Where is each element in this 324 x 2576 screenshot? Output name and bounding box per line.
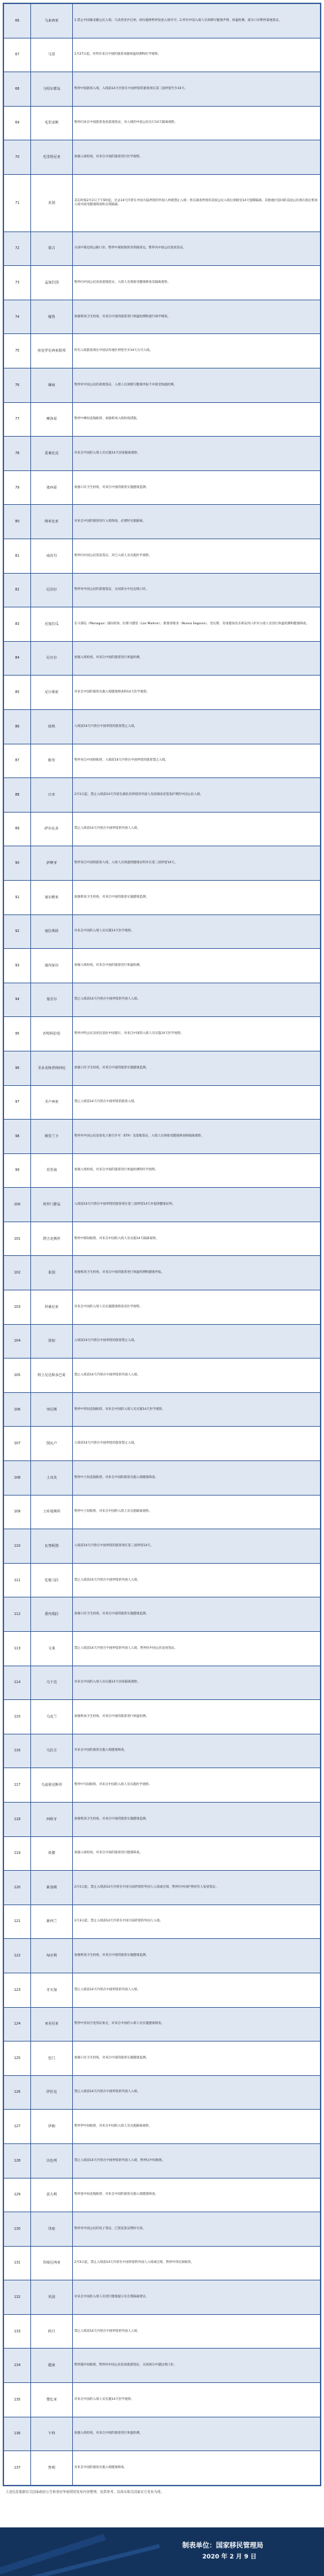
table-row [4, 1290, 321, 1325]
table-row [4, 1904, 321, 1939]
measure-detail: 加强机场卫生检疫，对来自中国的旅客进行体温检测和流行病学调查。 [73, 300, 321, 334]
country-name: 意大利 [31, 2178, 73, 2212]
measure-detail: 2月1日起，禁止入境前14天内曾在湖北省停留的外国人及持湖北省签发护照的中国公民入境。 [73, 778, 321, 813]
measure-detail: 加强口岸卫生检疫，对来自中国的旅客实施健康监测。 [73, 470, 321, 505]
country-name: 缅甸 [31, 368, 73, 403]
row-number: 131 [4, 2246, 31, 2280]
table-row [4, 676, 321, 710]
country-name: 密克罗尼西亚联邦 [31, 334, 73, 368]
row-number: 94 [4, 983, 31, 1017]
measure-detail: 禁止入境前14天内曾在中国停留的外国人入境。 [73, 1973, 321, 2007]
measure-detail: 入境前14天内曾在中国停留的旅客须在第三国停留14天。 [73, 1529, 321, 1564]
row-number: 72 [4, 231, 31, 266]
table-row [4, 744, 321, 778]
measure-detail: 加强口岸卫生检疫，对来自中国的旅客实施健康监测。 [73, 1051, 321, 1085]
country-name: 南苏丹 [31, 539, 73, 574]
measure-detail: 暂停向中国公民签发签证，对已入境人员实施医学观察。 [73, 539, 321, 574]
measure-detail: 暂停沙特公民及居民前往中国旅行，对来自中国的入境人员实施14天医学观察。 [73, 1017, 321, 1051]
table-row [4, 1085, 321, 1120]
table-row [4, 539, 321, 574]
country-name: 摩洛哥 [31, 402, 73, 437]
table-row [4, 1392, 321, 1427]
measure-detail: 暂停对中国公民的落地签证，关闭部分中尼边境口岸。 [73, 573, 321, 607]
measure-detail: 2月1日起，禁止入境前14天内曾在中国大陆停留的外国人入境或过境，暂停向中国护照持有人发放签证。 [73, 1871, 321, 1905]
measure-detail: 加强入境检疫，对来自中国的旅客进行健康筛查。 [73, 1836, 321, 1871]
row-number: 128 [4, 2143, 31, 2178]
row-number: 80 [4, 505, 31, 539]
country-name: 坦桑尼亚 [31, 1290, 73, 1325]
table-row [4, 812, 321, 846]
row-number: 103 [4, 1290, 31, 1325]
country-name: 文莱 [31, 1632, 73, 1666]
row-number: 112 [4, 1597, 31, 1632]
table-row [4, 846, 321, 881]
country-name: 塞拉利昂 [31, 914, 73, 949]
table-row [4, 2383, 321, 2417]
table-row [4, 1256, 321, 1290]
measure-detail: 禁止入境前14天内曾在中国停留的外国人入境。 [73, 2314, 321, 2349]
table-row [4, 1461, 321, 1496]
country-name: 乌克兰 [31, 1700, 73, 1734]
country-name: 新西兰 [31, 1904, 73, 1939]
table-row [4, 778, 321, 813]
measure-detail: 加强入境检疫，对来自中国的旅客进行体温检测。 [73, 641, 321, 676]
measure-detail: 入境前14天内曾在中国停留的旅客须在第三国停留14天并提供健康证明。 [73, 1188, 321, 1222]
country-name: 越南 [31, 2349, 73, 2383]
row-number: 135 [4, 2383, 31, 2417]
row-number: 92 [4, 914, 31, 949]
country-name: 尼日尔 [31, 641, 73, 676]
table-row [4, 72, 321, 107]
table-row [4, 505, 321, 539]
row-number: 117 [4, 1768, 31, 1803]
country-name: 尼泊尔 [31, 573, 73, 607]
measure-detail: 加强机场卫生检疫，对来自中国的旅客实施健康监测。 [73, 1802, 321, 1836]
country-name: 秘鲁 [31, 300, 73, 334]
measure-detail: 暂停中国旅客入境，入境前14天内曾在中国停留的旅客须在第三国停留至少14天。 [73, 72, 321, 107]
issue-date: 2020 年 2 月 9 日 [202, 2554, 256, 2560]
table-row [4, 140, 321, 175]
measure-detail: 加强入境检疫，对来自中国的旅客进行体温检测。 [73, 2417, 321, 2451]
row-number: 102 [4, 1256, 31, 1290]
row-number: 134 [4, 2349, 31, 2383]
country-name: 印度 [31, 2212, 73, 2247]
row-number: 77 [4, 402, 31, 437]
table-row [4, 1153, 321, 1188]
row-number: 133 [4, 2314, 31, 2349]
country-name: 莫桑比克 [31, 437, 73, 471]
table-row [4, 174, 321, 231]
measure-detail: 对来自中国的入境人员实施14天居家隔离观察。 [73, 437, 321, 471]
row-number: 121 [4, 1904, 31, 1939]
measure-detail: 暂停向来自中国旅客发放落地签证，对入境的中国公民实行14天隔离观察。 [73, 106, 321, 140]
country-name: 以色列 [31, 2143, 73, 2178]
country-name: 图瓦卢 [31, 1427, 73, 1461]
row-number: 120 [4, 1871, 31, 1905]
row-number: 100 [4, 1188, 31, 1222]
row-number: 95 [4, 1017, 31, 1051]
row-number: 90 [4, 846, 31, 881]
measure-detail: 对来自中国的入境人员实施14天医学观察。 [73, 914, 321, 949]
table-row [4, 1563, 321, 1597]
country-name: 新加坡 [31, 1871, 73, 1905]
table-row [4, 1802, 321, 1836]
table-row [4, 300, 321, 334]
measure-detail: 在马那瓜（Managua）国际机场、拉斯马德里（Las Madres）、新塞哥维亚（Nueva Segovia）、里瓦斯、奇南德加及圣胡安河口岸对入境人员进行体温检测和健康筛查。 [73, 607, 321, 642]
measure-detail: 禁止入境前14天内曾在中国停留的外国人入境。 [73, 812, 321, 846]
table-row [4, 2212, 321, 2247]
table-row [4, 4, 321, 38]
table-row [4, 1973, 321, 2007]
measure-detail: 暂停对中国公民的落地签证，入境人员须填写健康申报卡并接受体温检测。 [73, 368, 321, 403]
country-name: 马来西亚 [31, 4, 73, 38]
measure-detail: 暂停中亚间互免签证协定，对来自中国的入境人员实施健康筛查。 [73, 2007, 321, 2041]
measure-detail: 暂停中乌间航班，对来自中国的入境人员实施医学观察。 [73, 1768, 321, 1803]
country-name: 帕劳 [31, 744, 73, 778]
table-row [4, 1222, 321, 1256]
country-name: 塞尔维亚 [31, 880, 73, 914]
country-name: 尼日利亚 [31, 676, 73, 710]
country-name: 苏里南 [31, 1153, 73, 1188]
table-row [4, 38, 321, 72]
table-row [4, 983, 321, 1017]
row-number: 78 [4, 437, 31, 471]
row-number: 91 [4, 880, 31, 914]
measure-detail: 对来自中国的旅客进行入境筛查，必要时实施隔离。 [73, 505, 321, 539]
table-row [4, 2143, 321, 2178]
measure-detail: 对来自中国的旅客实施入境健康筛查。 [73, 1734, 321, 1768]
country-name: 瓦努阿图 [31, 1529, 73, 1564]
row-number: 73 [4, 266, 31, 300]
row-number: 75 [4, 334, 31, 368]
country-name: 纳米比亚 [31, 505, 73, 539]
measure-detail: 加强入境检疫，对来自中国的旅客进行体温检测。 [73, 949, 321, 983]
measure-detail: 对来自中国的入境人员实施14天医学观察。 [73, 2383, 321, 2417]
country-name: 马里 [31, 38, 73, 72]
country-name: 赞比亚 [31, 2383, 73, 2417]
measure-detail: 禁止入境前14天内曾在中国停留的外国人入境，暂停向中国公民发放签证。 [73, 1632, 321, 1666]
measure-detail: 暂停越中间航班，暂停向中国公民发放旅游签证，关闭部分中越边境口岸。 [73, 2349, 321, 2383]
row-number: 118 [4, 1802, 31, 1836]
country-name: 塞舌尔 [31, 983, 73, 1017]
footer-banner [0, 2527, 324, 2576]
measure-detail: 禁止入境前14天内曾在中国停留的外国人入境。 [73, 983, 321, 1017]
row-number: 123 [4, 1973, 31, 2007]
table-row [4, 266, 321, 300]
table-row [4, 2178, 321, 2212]
country-name: 乍得 [31, 2417, 73, 2451]
measure-detail: 暂停中土间航班，对来自中国的入境人员实施隔离观察。 [73, 1495, 321, 1529]
measure-detail: 加强机场卫生检疫，对来自中国的旅客实施健康监测。 [73, 880, 321, 914]
country-name: 约旦 [31, 2314, 73, 2349]
row-number: 76 [4, 368, 31, 403]
row-number: 67 [4, 38, 31, 72]
measure-detail: 加强口岸卫生检疫，对来自中国的旅客实施健康监测。 [73, 1597, 321, 1632]
country-measures-table [3, 3, 321, 2486]
row-number: 132 [4, 2280, 31, 2315]
measure-detail: 加强入境检疫，对来自中国的旅客进行体温检测和医学观察。 [73, 1153, 321, 1188]
row-number: 122 [4, 1939, 31, 1973]
measures-table-container [3, 3, 321, 2486]
country-name: 毛里求斯 [31, 106, 73, 140]
table-row [4, 880, 321, 914]
row-number: 83 [4, 607, 31, 642]
footnote: 上述信息根据有关国家政府公告和各驻华使领馆发布内容整理，仅供参考。具体以相关国家官方发布为准。 [5, 2490, 165, 2494]
table-row [4, 106, 321, 140]
table-row [4, 709, 321, 744]
country-name: 土库曼斯坦 [31, 1495, 73, 1529]
row-number: 88 [4, 778, 31, 813]
row-number: 109 [4, 1495, 31, 1529]
row-number: 130 [4, 2212, 31, 2247]
row-number: 98 [4, 1120, 31, 1154]
table-row [4, 2314, 321, 2349]
row-number: 87 [4, 744, 31, 778]
row-number: 79 [4, 470, 31, 505]
row-number: 105 [4, 1359, 31, 1393]
measure-detail: 暂停对中国公民发放电子旅行许可（ETA）及落地签证，入境人员须接受健康筛查和隔离观察。 [73, 1120, 321, 1154]
row-number: 111 [4, 1563, 31, 1597]
issuing-organization: 制表单位：国家移民管理局 [182, 2542, 263, 2550]
row-number: 119 [4, 1836, 31, 1871]
table-row [4, 1734, 321, 1768]
country-name: 土耳其 [31, 1461, 73, 1496]
country-name: 所罗门群岛 [31, 1188, 73, 1222]
row-number: 125 [4, 2041, 31, 2076]
row-number: 126 [4, 2075, 31, 2110]
measure-detail: 加强入境检疫，对来自中国的旅客进行医学观察。 [73, 140, 321, 175]
row-number: 74 [4, 300, 31, 334]
table-row [4, 2246, 321, 2280]
table-row [4, 1768, 321, 1803]
row-number: 82 [4, 573, 31, 607]
measure-detail: 2月5日起，禁止入境前14天内曾在中国停留的外国人入境或过境，暂停中印尼间航班。 [73, 2246, 321, 2280]
measure-detail: 暂停中土间直航航班，对来自中国的旅客实施入境健康筛查。 [73, 1461, 321, 1496]
row-number: 114 [4, 1666, 31, 1700]
row-number: 129 [4, 2178, 31, 2212]
row-number: 84 [4, 641, 31, 676]
table-row [4, 1666, 321, 1700]
row-number: 137 [4, 2451, 31, 2486]
table-row [4, 641, 321, 676]
table-row [4, 2349, 321, 2383]
measure-detail: 所有入境旅客须在中国以外地区停留至少14天方可入境。 [73, 334, 321, 368]
country-name: 牙买加 [31, 1973, 73, 2007]
row-number: 69 [4, 106, 31, 140]
row-number: 99 [4, 1153, 31, 1188]
measure-detail: 加强机场卫生检疫，对来自中国的旅客进行体温检测和健康申报。 [73, 1256, 321, 1290]
country-name: 塔吉克斯坦 [31, 1222, 73, 1256]
measure-detail: 对来自中国的旅客实施入境健康筛查。 [73, 2451, 321, 2486]
table-row [4, 231, 321, 266]
country-name: 塞内加尔 [31, 949, 73, 983]
table-row [4, 2280, 321, 2315]
table-row [4, 1871, 321, 1905]
row-number: 96 [4, 1051, 31, 1085]
country-name: 也门 [31, 2041, 73, 2076]
measure-detail: 入境前14天内曾在中国停留的旅客禁止入境。 [73, 1324, 321, 1359]
country-name: 汤加 [31, 1324, 73, 1359]
country-name: 斯里兰卡 [31, 1120, 73, 1154]
measure-detail: 暂停来自中国的旅客入境，入境人员须提供健康证明并在第三国停留14天。 [73, 846, 321, 881]
measure-detail: 入境前14天内曾在中国停留的旅客禁止入境。 [73, 1427, 321, 1461]
table-row [4, 1632, 321, 1666]
measure-detail: 对来自中国的入境人员实施健康筛查及医学观察。 [73, 1290, 321, 1325]
table-row [4, 368, 321, 403]
country-name: 圣多美和普林西比 [31, 1051, 73, 1085]
country-name: 西班牙 [31, 1802, 73, 1836]
measure-detail: 禁止入境前14天内曾在中国停留的外国人入境，暂停以中间航班。 [73, 2143, 321, 2178]
row-number: 127 [4, 2110, 31, 2144]
measure-detail: 加强口岸卫生检疫，对来自中国的旅客实施健康监测。 [73, 2041, 321, 2076]
table-row [4, 1529, 321, 1564]
measure-detail: 关闭中蒙边境公路口岸，暂停中蒙间航班及铁路客运，暂停向中国公民发放签证。 [73, 231, 321, 266]
country-name: 印度尼西亚 [31, 2246, 73, 2280]
measure-detail: 1月27日起，对所有来自中国的旅客加强体温检测和医学观察。 [73, 38, 321, 72]
row-number: 136 [4, 2417, 31, 2451]
country-name: 乌兹别克斯坦 [31, 1768, 73, 1803]
measure-detail: 美东时间2月2日下午5时起，过去14天内曾在中国大陆停留的外国人将被禁止入境；曾在湖北停留的美国公民入境后须接受14天强制隔离，其他地区返回的美国公民须在指定机场入境并接受健康筛查和自我隔离。 [73, 174, 321, 231]
table-row [4, 949, 321, 983]
row-number: 124 [4, 2007, 31, 2041]
country-name: 智利 [31, 2451, 73, 2486]
row-number: 68 [4, 72, 31, 107]
measure-detail: 暂停意中间直航航班，对来自中国的旅客实施入境健康筛查。 [73, 2178, 321, 2212]
table-row [4, 2417, 321, 2451]
country-name: 伊朗 [31, 2110, 73, 2144]
country-name: 突尼斯 [31, 1392, 73, 1427]
measure-detail: 对来自中国的入境人员进行健康提示及自我隔离建议。 [73, 2280, 321, 2315]
country-name: 美国 [31, 174, 73, 231]
row-number: 93 [4, 949, 31, 983]
country-name: 英国 [31, 2280, 73, 2315]
measure-detail: 暂停中摩间直航航班，加强机场入境检疫措施。 [73, 402, 321, 437]
table-row [4, 1427, 321, 1461]
country-name: 蒙古 [31, 231, 73, 266]
row-number: 116 [4, 1734, 31, 1768]
table-row [4, 2041, 321, 2076]
table-row [4, 2451, 321, 2486]
table-row [4, 1700, 321, 1734]
table-row [4, 470, 321, 505]
measure-detail: 暂停对中国公民的电子签证，已签发签证暂时失效。 [73, 2212, 321, 2247]
row-number: 104 [4, 1324, 31, 1359]
measure-detail: 暂停来自中国的航班，入境前14天内曾在中国停留的旅客禁止入境。 [73, 744, 321, 778]
measure-detail: 暂停向中国公民发放落地签证，入境人员须接受健康筛查及隔离观察。 [73, 266, 321, 300]
measure-detail: 对来自中国的旅客实施入境健康筛查和14天医学观察。 [73, 676, 321, 710]
measure-detail: 禁止入境前14天内曾在中国停留的外国人入境。 [73, 1359, 321, 1393]
row-number: 107 [4, 1427, 31, 1461]
measure-detail: 加强机场卫生检疫，对来自中国的旅客进行体温检测。 [73, 1700, 321, 1734]
table-row [4, 1051, 321, 1085]
table-row [4, 402, 321, 437]
row-number: 70 [4, 140, 31, 175]
table-row [4, 334, 321, 368]
table-row [4, 437, 321, 471]
row-number: 97 [4, 1085, 31, 1120]
row-number: 85 [4, 676, 31, 710]
table-row [4, 2110, 321, 2144]
table-row [4, 607, 321, 642]
measure-detail: 禁止入境前14天内曾在中国停留的旅客入境。 [73, 1085, 321, 1120]
country-name: 沙特阿拉伯 [31, 1017, 73, 1051]
country-name: 孟加拉国 [31, 266, 73, 300]
country-name: 纽埃 [31, 709, 73, 744]
country-name: 马绍尔群岛 [31, 72, 73, 107]
measure-detail: 暂停中突间直航航班，对来自中国的入境人员实施14天医学观察。 [73, 1392, 321, 1427]
table-row [4, 914, 321, 949]
measure-detail: 1.禁止中国湖北籍公民入境。马来西亚沙巴州、砂拉越州暂停发放入境许可；2.所有中国入境人员须填写健康声明，体温检测，部分口岸暂停落地签证。 [73, 4, 321, 38]
row-number: 89 [4, 812, 31, 846]
table-row [4, 1495, 321, 1529]
row-number: 110 [4, 1529, 31, 1564]
measure-detail: 暂停伊中间航班，对来自中国的入境人员实施隔离观察。 [73, 2110, 321, 2144]
row-number: 101 [4, 1222, 31, 1256]
country-name: 萨摩亚 [31, 846, 73, 881]
table-row [4, 1597, 321, 1632]
table-row [4, 1324, 321, 1359]
country-name: 委内瑞拉 [31, 1597, 73, 1632]
measure-detail: 加强机场卫生检疫，对来自中国的旅客实施健康监测。 [73, 1939, 321, 1973]
table-row [4, 1120, 321, 1154]
measure-detail: 入境前14天内曾在中国停留的旅客禁止入境。 [73, 709, 321, 744]
country-name: 尼加拉瓜 [31, 607, 73, 642]
country-name: 伊拉克 [31, 2075, 73, 2110]
row-number: 115 [4, 1700, 31, 1734]
country-name: 危地马拉 [31, 1563, 73, 1597]
country-name: 希腊 [31, 1836, 73, 1871]
country-name: 圣卢西亚 [31, 1085, 73, 1120]
table-row [4, 2007, 321, 2041]
row-number: 106 [4, 1392, 31, 1427]
table-row [4, 1188, 321, 1222]
country-name: 乌拉圭 [31, 1734, 73, 1768]
measure-detail: 2月3日起，禁止入境前14天内曾在中国大陆停留的外国人入境。 [73, 1904, 321, 1939]
table-row [4, 2075, 321, 2110]
row-number: 108 [4, 1461, 31, 1496]
table-row [4, 1017, 321, 1051]
country-name: 乌干达 [31, 1666, 73, 1700]
country-name: 日本 [31, 778, 73, 813]
row-number: 81 [4, 539, 31, 574]
country-name: 毛里塔尼亚 [31, 140, 73, 175]
row-number: 66 [4, 4, 31, 38]
country-name: 泰国 [31, 1256, 73, 1290]
country-name: 匈牙利 [31, 1939, 73, 1973]
measure-detail: 禁止入境前14天内曾在中国停留的外国人入境。 [73, 1563, 321, 1597]
row-number: 86 [4, 709, 31, 744]
measure-detail: 对来自中国的入境人员实施14天居家隔离观察。 [73, 1666, 321, 1700]
table-row [4, 1939, 321, 1973]
country-name: 亚美尼亚 [31, 2007, 73, 2041]
measure-detail: 禁止入境前14天内曾在中国停留的外国人入境。 [73, 2075, 321, 2110]
table-row [4, 1836, 321, 1871]
measure-detail: 暂停中塔间航班，对来自中国的入境人员实施14天隔离观察。 [73, 1222, 321, 1256]
row-number: 113 [4, 1632, 31, 1666]
country-name: 萨尔瓦多 [31, 812, 73, 846]
country-name: 墨西哥 [31, 470, 73, 505]
table-body [4, 4, 321, 2486]
table-row [4, 1359, 321, 1393]
table-row [4, 573, 321, 607]
country-name: 特立尼达和多巴哥 [31, 1359, 73, 1393]
row-number: 71 [4, 174, 31, 231]
